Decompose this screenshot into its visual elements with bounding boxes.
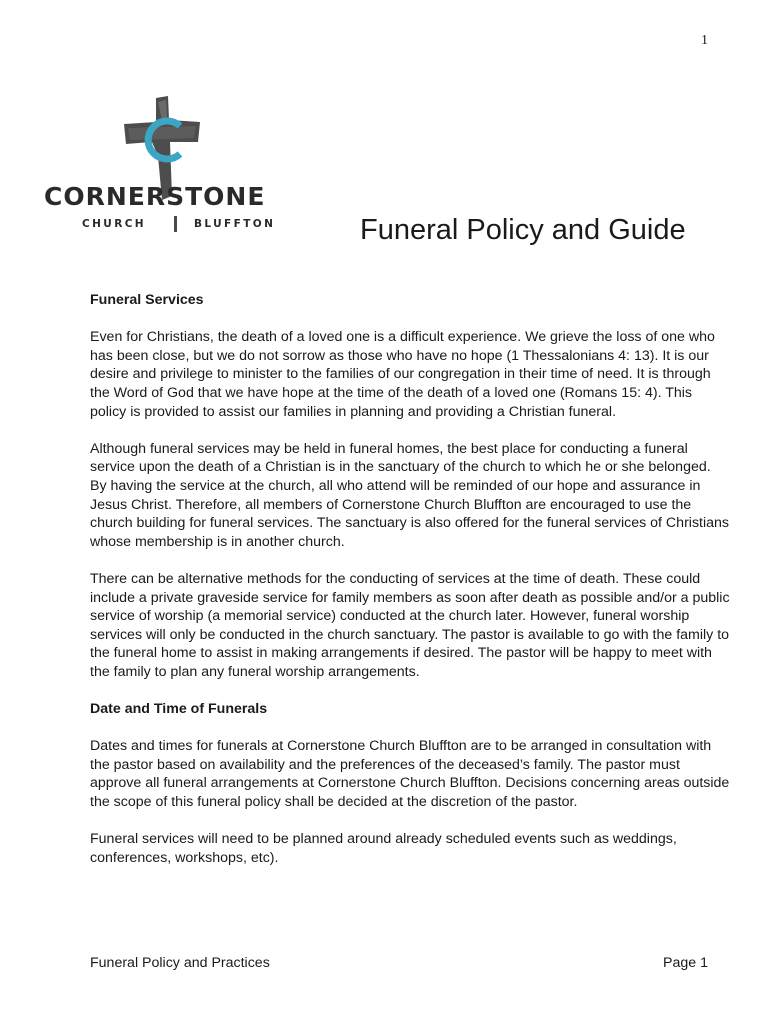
heading-date-time: Date and Time of Funerals <box>90 701 268 718</box>
page-number: 1 <box>701 33 708 48</box>
document-body <box>90 291 730 886</box>
logo-wordmark: CORNERSTONE <box>44 182 266 211</box>
logo-divider <box>174 216 177 232</box>
paragraph: Although funeral services may be held in funeral homes, the best place for conducting a funeral service upon the death of a Christian is in the sanctuary of the church to which he or she belonged. By having the service at the church, all who attend will be reminded of our hope and assurance in Jesus Christ. Therefore, all members of Cornerstone Church Bluffton are encouraged to use the church building for funeral services. The sanctuary is also offered for the funeral services of Christians whose membership is in another church. <box>90 440 730 550</box>
paragraph: Even for Christians, the death of a loved one is a difficult experience. We grieve the loss of one who has been close, but we do not sorrow as those who have no hope (1 Thessalonians 4: 13). It is our desire and privilege to minister to the families of our congregation in their time of need. It is through the Word of God that we have hope at the time of the death of a loved one (Romans 15: 4). This policy is provided to assist our families in planning and providing a Christian funeral. <box>90 329 715 420</box>
paragraph: Dates and times for funerals at Cornerstone Church Bluffton are to be arranged in consultation with the pastor based on availability and the preferences of the deceased’s family. The pastor must approve all funeral arrangements at Cornerstone Church Bluffton. Decisions concerning areas outside the scope of this funeral policy shall be decided at the discretion of the pastor. <box>90 738 730 811</box>
paragraph: There can be alternative methods for the conducting of services at the time of death. These could include a private graveside service for family members as soon after death as possible and/or a public service of worship (a memorial service) conducted at the church later. However, funeral worship services will only be conducted in the church sanctuary. The pastor is available to go with the family to the funeral home to assist in making arrangements if desired. The pastor will be happy to meet with the family to plan any funeral worship arrangements. <box>90 570 730 680</box>
logo-sub-left: CHURCH <box>82 218 146 230</box>
footer-page-number: Page 1 <box>663 955 708 971</box>
page-footer <box>90 955 708 971</box>
heading-funeral-services: Funeral Services <box>90 292 204 308</box>
logo-sub-right: BLUFFTON <box>194 218 276 230</box>
paragraph: Funeral services will need to be planned around already scheduled events such as weddings, conferences, workshops, etc). <box>90 831 677 866</box>
document-title: Funeral Policy and Guide <box>360 214 686 246</box>
church-logo <box>40 96 290 241</box>
footer-title: Funeral Policy and Practices <box>90 955 270 971</box>
